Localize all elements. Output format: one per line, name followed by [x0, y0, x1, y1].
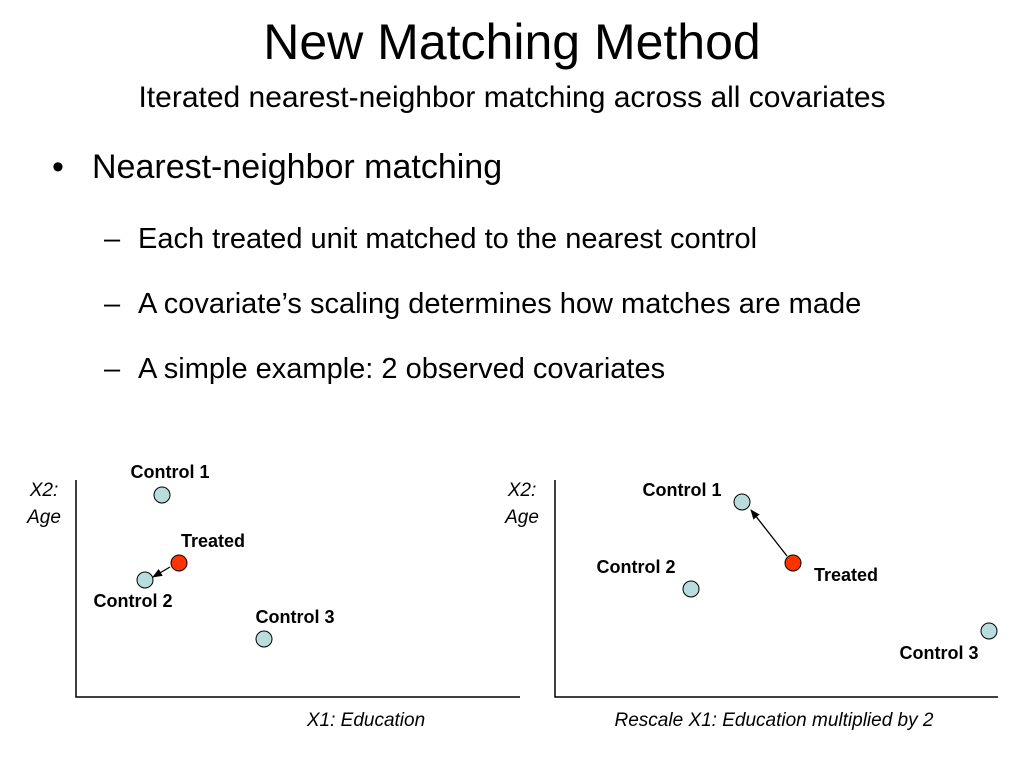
sub-bullet-text: A simple example: 2 observed covariates [138, 353, 666, 385]
right-y-axis-label-line2: Age [505, 507, 539, 528]
right-control-2-label: Control 2 [596, 557, 676, 577]
left-x-axis-label: X1: Education [306, 710, 426, 731]
left-diagram [26, 462, 520, 731]
left-treated-label: Treated [180, 531, 246, 551]
sub-bullet-1 [104, 221, 757, 257]
matching-diagrams [0, 440, 1024, 760]
right-match-arrow [751, 510, 787, 556]
bullet-text: Nearest-neighbor matching [92, 148, 503, 186]
left-control-3-point [256, 631, 272, 647]
dash-icon: – [104, 288, 121, 320]
right-control-3-point [981, 623, 997, 639]
dash-icon: – [104, 353, 121, 385]
left-control-2-label: Control 2 [93, 591, 173, 611]
left-match-arrow [153, 567, 170, 577]
sub-bullet-3 [104, 351, 665, 387]
right-treated-point [785, 555, 801, 571]
right-control-1-label: Control 1 [642, 480, 722, 500]
left-treated-point [171, 555, 187, 571]
bullet-item-main [52, 146, 502, 188]
sub-bullet-2 [104, 286, 861, 322]
slide-subtitle: Iterated nearest-neighbor matching across all covariates [138, 81, 886, 114]
right-control-2-point [683, 581, 699, 597]
right-control-1-point [734, 494, 750, 510]
left-y-axis-label-line1: X2: [29, 480, 59, 501]
sub-bullet-text: A covariate’s scaling determines how matches are made [138, 288, 862, 320]
right-x-axis-label: Rescale X1: Education multiplied by 2 [614, 710, 934, 731]
right-y-axis-label-line1: X2: [507, 480, 537, 501]
right-control-3-label: Control 3 [899, 643, 979, 663]
left-control-1-label: Control 1 [130, 462, 210, 482]
right-axes [555, 480, 998, 697]
left-control-1-point [154, 487, 170, 503]
diagram-svg [0, 440, 1024, 760]
bullet-icon: • [52, 148, 64, 186]
dash-icon: – [104, 223, 121, 255]
right-treated-label: Treated [813, 565, 879, 585]
left-control-2-point [137, 572, 153, 588]
left-y-axis-label-line2: Age [27, 507, 61, 528]
sub-bullet-text: Each treated unit matched to the nearest control [138, 223, 758, 255]
left-axes [76, 480, 520, 697]
right-diagram [504, 480, 998, 731]
slide-title: New Matching Method [263, 14, 761, 70]
left-control-3-label: Control 3 [255, 607, 335, 627]
